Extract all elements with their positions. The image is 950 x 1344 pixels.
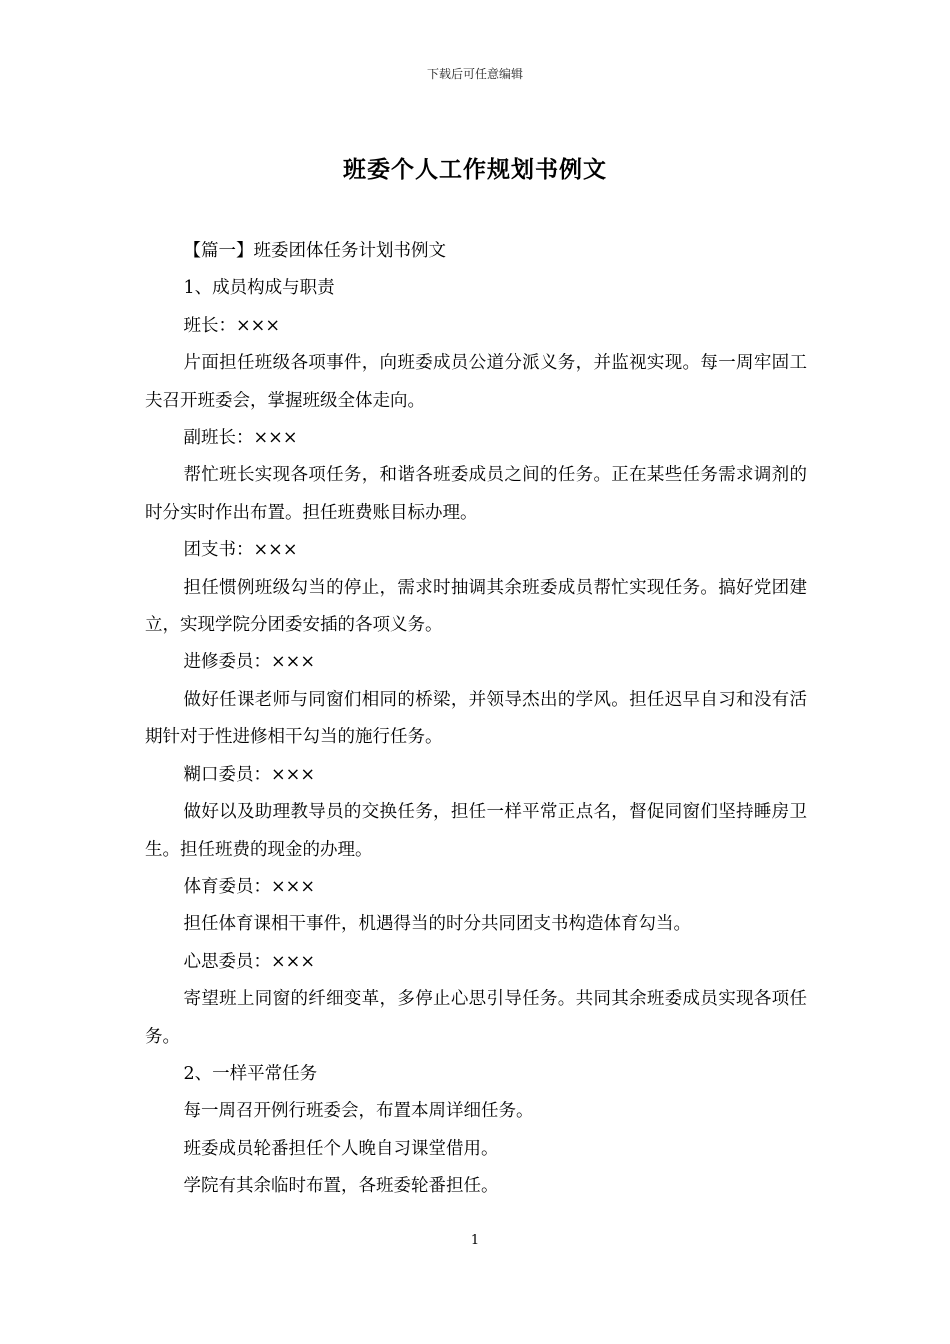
role-label: 体育委员：×××: [183, 876, 315, 897]
section-heading: 【篇一】班委团体任务计划书例文: [183, 241, 446, 261]
role-label: 副班长：×××: [183, 428, 298, 449]
page-number: 1: [470, 1233, 480, 1248]
role-description: 寄望班上同窗的纤细变革，多停止心思引导任务。共同其余班委成员实现各项任务。: [145, 989, 807, 1047]
task-item: 班委成员轮番担任个人晚自习课堂借用。: [183, 1138, 499, 1159]
role-description: 片面担任班级各项事件，向班委成员公道分派义务，并监视实现。每一周牢固工夫召开班委会，掌握班级全体走向。: [145, 353, 807, 411]
role-label: 班长：×××: [183, 315, 280, 336]
document-body: [145, 233, 807, 1206]
role-description: 做好任课老师与同窗们相同的桥梁，并领导杰出的学风。担任迟早自习和没有活期针对于性进修相干勾当的施行任务。: [145, 689, 807, 748]
role-label: 心思委员：×××: [183, 951, 315, 972]
page-header: 下载后可任意编辑: [426, 67, 523, 81]
role-label: 团支书：×××: [183, 540, 298, 561]
role-label: 糊口委员：×××: [183, 764, 315, 785]
task-item: 学院有其余临时布置，各班委轮番担任。: [183, 1176, 499, 1197]
task-item: 每一周召开例行班委会，布置本周详细任务。: [183, 1101, 534, 1122]
role-description: 担任惯例班级勾当的停止，需求时抽调其余班委成员帮忙实现任务。搞好党团建立，实现学院分团委安插的各项义务。: [145, 577, 807, 636]
role-description: 帮忙班长实现各项任务，和谐各班委成员之间的任务。正在某些任务需求调剂的时分实时作出布置。担任班费账目标办理。: [145, 465, 807, 523]
subsection-heading: 2、一样平常任务: [183, 1063, 318, 1084]
document-title: 班委个人工作规划书例文: [343, 156, 607, 183]
role-description: 做好以及助理教导员的交换任务，担任一样平常正点名，督促同窗们坚持睡房卫生。担任班费的现金的办理。: [145, 802, 807, 860]
role-label: 进修委员：×××: [183, 652, 315, 673]
role-description: 担任体育课相干事件，机遇得当的时分共同团支书构造体育勾当。: [183, 914, 691, 935]
subsection-heading: 1、成员构成与职责: [183, 278, 335, 299]
